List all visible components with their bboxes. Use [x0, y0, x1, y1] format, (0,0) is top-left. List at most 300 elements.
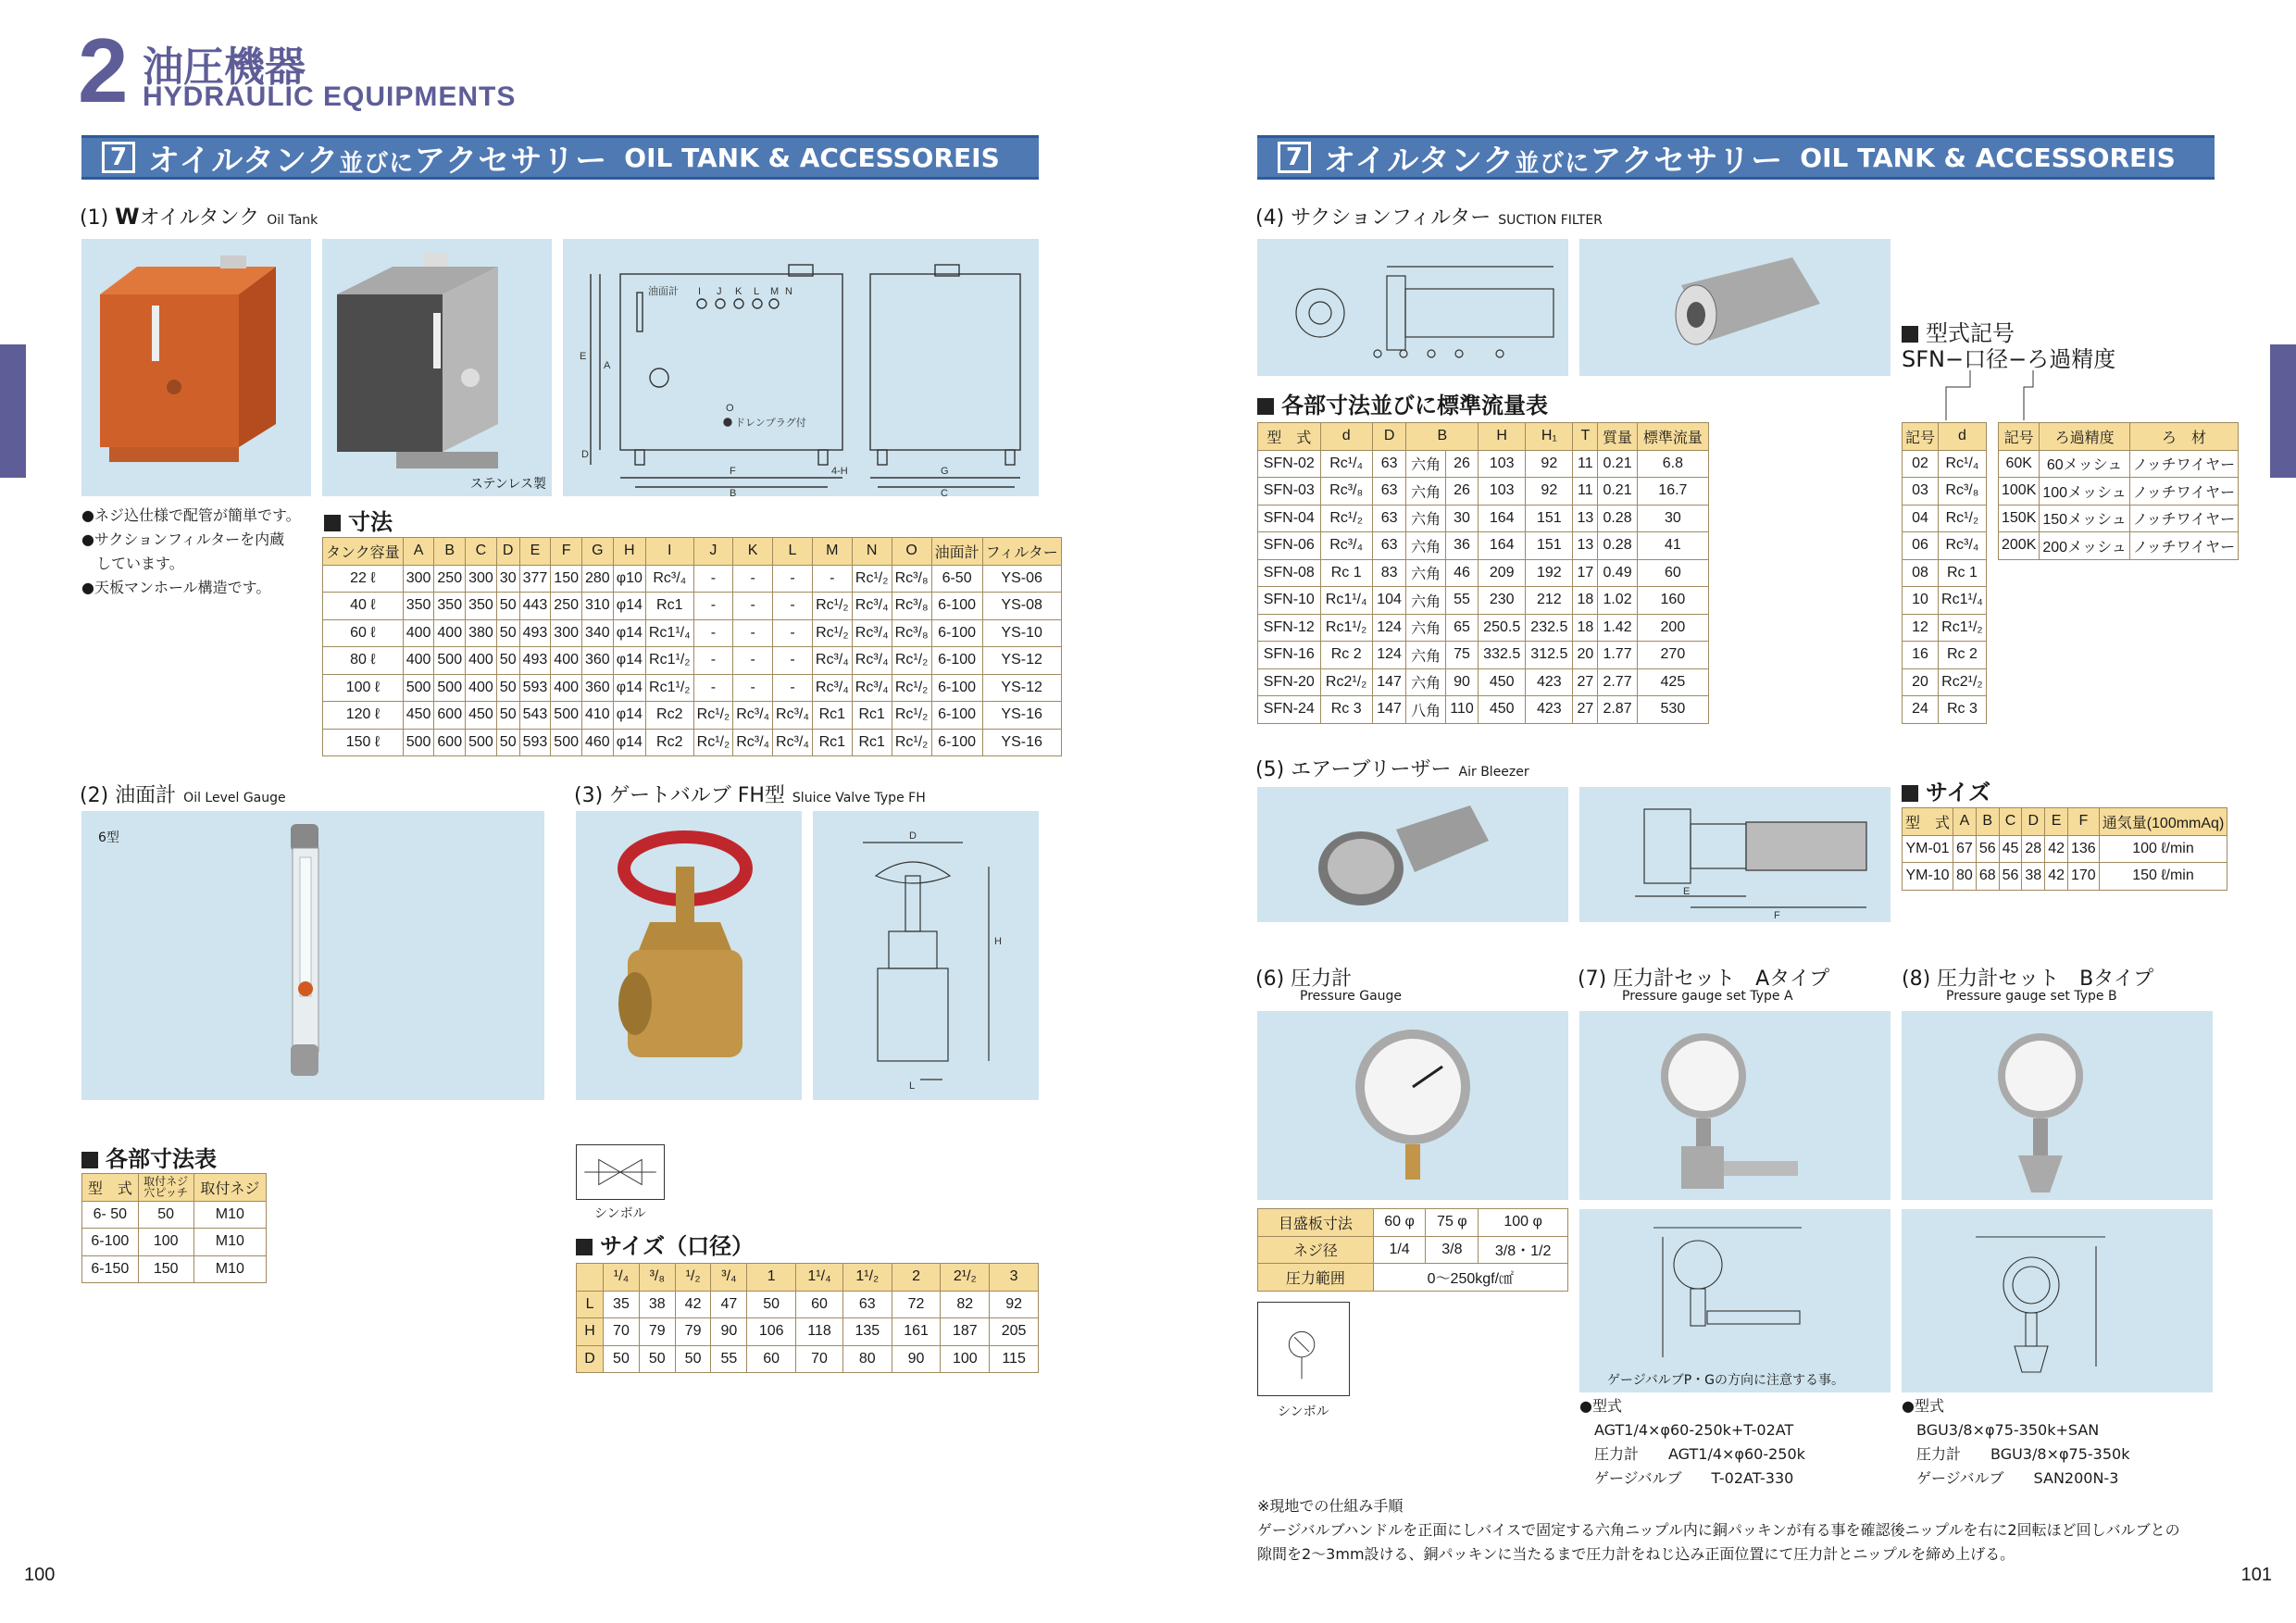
label-i: I — [698, 286, 702, 297]
table-cell: SFN-20 — [1258, 668, 1321, 696]
table-cell: - — [693, 647, 733, 675]
table-cell: 50 — [747, 1291, 796, 1318]
table-cell: YS-12 — [982, 647, 1061, 675]
table-cell: 13 — [1573, 505, 1598, 532]
table-cell: 500 — [403, 729, 434, 756]
table-cell: 151 — [1526, 505, 1573, 532]
table-header-cell: E — [2045, 808, 2068, 836]
table-header-cell: タンク容量 — [323, 538, 404, 566]
table-cell: Rc¹/₂ — [892, 702, 931, 730]
table-cell: Rc³/₄ — [852, 647, 892, 675]
suction-filter-photo — [1579, 239, 1890, 376]
suction-filter-mesh-table — [1998, 422, 2239, 560]
table-cell: SFN-02 — [1258, 450, 1321, 478]
table-cell: 450 — [1479, 696, 1526, 724]
table-cell: 147 — [1372, 696, 1406, 724]
table-cell: 600 — [434, 729, 466, 756]
table-header-cell: C — [466, 538, 497, 566]
table-cell: YS-16 — [982, 729, 1061, 756]
table-row — [323, 647, 1062, 675]
label-c: C — [941, 488, 948, 496]
table-row — [1258, 696, 1709, 724]
table-cell: 332.5 — [1479, 642, 1526, 669]
table-cell: 212 — [1526, 587, 1573, 615]
col-material: ろ 材 — [2129, 423, 2238, 451]
section-oil-tank-title: (1) Wオイルタンク Oil Tank — [80, 204, 318, 230]
table-cell: 360 — [582, 674, 614, 702]
table-cell: 50 — [496, 674, 519, 702]
table-row — [1903, 532, 1987, 560]
table-cell: - — [773, 619, 813, 647]
table-row — [1258, 642, 1709, 669]
table-row — [1258, 532, 1709, 560]
table-cell: 232.5 — [1526, 614, 1573, 642]
table-cell: 150 ℓ/min — [2099, 863, 2227, 891]
table-cell: 六角 — [1406, 505, 1445, 532]
table-cell: 100 — [941, 1345, 990, 1373]
table-row — [82, 1201, 267, 1229]
table-row — [1258, 559, 1709, 587]
table-cell: 60 — [796, 1291, 843, 1318]
table-cell: 42 — [675, 1291, 711, 1318]
col-symbol: 記号 — [1903, 423, 1939, 451]
table-cell: ノッチワイヤー — [2129, 505, 2238, 532]
table-cell: 1.42 — [1598, 614, 1637, 642]
label-j: J — [717, 286, 722, 297]
table-cell: 70 — [796, 1345, 843, 1373]
model-code-brackets — [1944, 368, 2129, 424]
table-cell: 593 — [519, 674, 551, 702]
table-cell: Rc1¹/₂ — [1320, 614, 1372, 642]
table-cell: 425 — [1637, 668, 1708, 696]
label-a: A — [604, 360, 611, 371]
table-cell: 6-100 — [82, 1229, 139, 1256]
table-cell: 30 — [496, 565, 519, 593]
table-row — [1903, 505, 1987, 532]
table-header-cell: F — [2068, 808, 2100, 836]
pressure-gauge-photo — [1257, 1011, 1568, 1200]
table-cell: 450 — [466, 702, 497, 730]
table-cell: 80 ℓ — [323, 647, 404, 675]
table-row — [1999, 532, 2239, 560]
table-cell: 65 — [1445, 614, 1478, 642]
table-header-cell: 標準流量 — [1637, 423, 1708, 451]
table-cell: ノッチワイヤー — [2129, 450, 2238, 478]
table-cell: Rc1 — [852, 702, 892, 730]
table-header-cell: ³/₄ — [711, 1264, 747, 1292]
table-cell: φ14 — [613, 647, 645, 675]
table-cell: 0.28 — [1598, 532, 1637, 560]
table-cell: 150 — [551, 565, 582, 593]
table-cell: 6-150 — [82, 1255, 139, 1283]
table-cell: 230 — [1479, 587, 1526, 615]
table-cell: 79 — [639, 1318, 675, 1346]
pressure-gauge-table — [1257, 1208, 1568, 1292]
table-cell: 22 ℓ — [323, 565, 404, 593]
table-cell: - — [693, 619, 733, 647]
table-cell: - — [733, 593, 773, 620]
table-cell: - — [693, 674, 733, 702]
table-cell: 36 — [1445, 532, 1478, 560]
table-cell: 400 — [551, 647, 582, 675]
table-header-cell: C — [1999, 808, 2022, 836]
gauge-set-a-model: ●型式 AGT1/4×φ60-250k+T-02AT 圧力計 AGT1/4×φ60-250k ゲージバルブ T-02AT-330 — [1579, 1397, 1805, 1487]
air-bleezer-size-table — [1902, 807, 2227, 891]
table-cell: Rc1 — [812, 702, 852, 730]
table-cell: 63 — [1372, 450, 1406, 478]
table-cell: 270 — [1637, 642, 1708, 669]
table-cell: 136 — [2068, 835, 2100, 863]
table-cell: Rc¹/₄ — [1320, 450, 1372, 478]
table-cell: Rc³/₄ — [1939, 532, 1987, 560]
table-row — [1999, 478, 2239, 506]
table-header-cell: B — [1976, 808, 1999, 836]
table-cell: 83 — [1372, 559, 1406, 587]
table-cell: 400 — [551, 674, 582, 702]
table-header-cell: L — [773, 538, 813, 566]
table-header-cell — [577, 1264, 604, 1292]
oil-level-gauge-dims-title: 各部寸法表 — [81, 1141, 217, 1173]
table-row — [82, 1255, 267, 1283]
table-cell: YS-08 — [982, 593, 1061, 620]
w-logo: W — [115, 204, 140, 230]
table-header-cell: E — [519, 538, 551, 566]
table-cell: ノッチワイヤー — [2129, 478, 2238, 506]
cell: 3/8 — [1426, 1236, 1479, 1264]
table-cell: 500 — [551, 729, 582, 756]
table-cell: 500 — [551, 702, 582, 730]
table-cell: 六角 — [1406, 532, 1445, 560]
table-cell: 110 — [1445, 696, 1478, 724]
table-cell: 26 — [1445, 450, 1478, 478]
row-thread: ネジ径 — [1258, 1236, 1374, 1264]
label-oil-gauge: 油面計 — [648, 286, 679, 297]
table-cell: YM-01 — [1903, 835, 1953, 863]
page-number-right: 101 — [2240, 1565, 2272, 1585]
table-cell: YS-06 — [982, 565, 1061, 593]
table-cell: YS-10 — [982, 619, 1061, 647]
table-cell: Rc¹/₂ — [892, 729, 931, 756]
table-cell: 6- 50 — [82, 1201, 139, 1229]
table-cell: 100メッシュ — [2040, 478, 2129, 506]
table-cell: 192 — [1526, 559, 1573, 587]
table-cell: Rc³/₄ — [773, 729, 813, 756]
table-cell: 1.02 — [1598, 587, 1637, 615]
table-cell: Rc³/₄ — [812, 674, 852, 702]
table-cell: 50 — [639, 1345, 675, 1373]
table-cell: 0.49 — [1598, 559, 1637, 587]
table-cell: 56 — [1976, 835, 1999, 863]
cell: 60 φ — [1373, 1209, 1426, 1237]
gate-valve-photo — [576, 811, 802, 1100]
table-header-cell: 型 式 — [1258, 423, 1321, 451]
label-f: F — [730, 466, 736, 477]
table-cell: 60K — [1999, 450, 2040, 478]
table-header-cell: A — [403, 538, 434, 566]
table-cell: 13 — [1573, 532, 1598, 560]
table-cell: 50 — [496, 647, 519, 675]
table-cell: 16.7 — [1637, 478, 1708, 506]
gate-valve-symbol-box — [576, 1144, 665, 1200]
table-cell: 50 — [675, 1345, 711, 1373]
table-cell: SFN-03 — [1258, 478, 1321, 506]
table-cell: φ14 — [613, 619, 645, 647]
cell: 0〜250kgf/㎠ — [1373, 1264, 1567, 1292]
table-cell: 400 — [466, 674, 497, 702]
table-cell: 300 — [466, 565, 497, 593]
table-row — [1903, 642, 1987, 669]
section-air-bleezer-title: (5) エアーブリーザー Air Bleezer — [1255, 758, 1529, 781]
table-header-cell: N — [852, 538, 892, 566]
table-cell: 92 — [990, 1291, 1039, 1318]
table-row — [1999, 450, 2239, 478]
table-header-cell: 1¹/₄ — [796, 1264, 843, 1292]
col-pitch: 取付ネジ穴ピッチ — [138, 1174, 193, 1202]
label-g: G — [941, 466, 949, 477]
table-cell: Rc¹/₂ — [1939, 505, 1987, 532]
table-cell: 46 — [1445, 559, 1478, 587]
table-cell: 250.5 — [1479, 614, 1526, 642]
table-cell: 0.21 — [1598, 478, 1637, 506]
table-header-cell: ¹/₂ — [675, 1264, 711, 1292]
table-header-cell: 1¹/₂ — [842, 1264, 892, 1292]
table-cell: 103 — [1479, 478, 1526, 506]
table-cell: φ14 — [613, 593, 645, 620]
col-d: d — [1939, 423, 1987, 451]
table-row — [1999, 505, 2239, 532]
gauge-set-b-model: ●型式 BGU3/8×φ75-350k+SAN 圧力計 BGU3/8×φ75-350k ゲージバルブ SAN200N-3 — [1902, 1397, 2130, 1487]
table-header-cell: 油面計 — [931, 538, 982, 566]
table-cell: 400 — [466, 647, 497, 675]
table-cell: 150K — [1999, 505, 2040, 532]
table-header-cell: 型 式 — [1903, 808, 1953, 836]
table-cell: 340 — [582, 619, 614, 647]
col-model: 型 式 — [82, 1174, 139, 1202]
label-k: K — [735, 286, 742, 297]
row-dial-size: 目盛板寸法 — [1258, 1209, 1374, 1237]
table-cell: Rc1 — [645, 593, 693, 620]
table-cell: 24 — [1903, 696, 1939, 724]
pressure-gauge-symbol-label: シンボル — [1278, 1405, 1329, 1419]
table-cell: Rc³/₈ — [892, 565, 931, 593]
table-cell: 27 — [1573, 696, 1598, 724]
table-cell: 6.8 — [1637, 450, 1708, 478]
table-row — [323, 702, 1062, 730]
oil-tank-dims-table — [322, 537, 1062, 756]
table-cell: 18 — [1573, 614, 1598, 642]
table-cell: 380 — [466, 619, 497, 647]
table-cell: 63 — [1372, 505, 1406, 532]
table-cell: SFN-10 — [1258, 587, 1321, 615]
table-cell: 82 — [941, 1291, 990, 1318]
table-cell: Rc³/₄ — [733, 702, 773, 730]
table-cell: M10 — [193, 1201, 266, 1229]
table-cell: 27 — [1573, 668, 1598, 696]
table-cell: 72 — [892, 1291, 941, 1318]
table-header-cell: A — [1953, 808, 1977, 836]
table-cell: 45 — [1999, 835, 2022, 863]
table-cell: 90 — [1445, 668, 1478, 696]
table-cell: 90 — [892, 1345, 941, 1373]
air-bleezer-photo — [1257, 787, 1568, 922]
table-cell: Rc 3 — [1939, 696, 1987, 724]
table-cell: 17 — [1573, 559, 1598, 587]
table-cell: YS-12 — [982, 674, 1061, 702]
table-cell: Rc³/₄ — [852, 674, 892, 702]
table-cell: 377 — [519, 565, 551, 593]
table-cell: 63 — [842, 1291, 892, 1318]
table-cell: Rc¹/₂ — [812, 619, 852, 647]
table-header-cell: K — [733, 538, 773, 566]
table-row — [323, 729, 1062, 756]
table-cell: Rc³/₄ — [852, 593, 892, 620]
table-cell: Rc1 — [852, 729, 892, 756]
table-cell: Rc³/₄ — [733, 729, 773, 756]
table-header-cell: H — [1479, 423, 1526, 451]
table-cell: - — [773, 674, 813, 702]
table-cell: 六角 — [1406, 450, 1445, 478]
stainless-caption: ステンレス製 — [469, 477, 546, 492]
table-cell: 42 — [2045, 835, 2068, 863]
table-cell: 92 — [1526, 450, 1573, 478]
table-cell: Rc1¹/₂ — [645, 674, 693, 702]
table-cell: 50 — [496, 593, 519, 620]
label-f: F — [1774, 910, 1780, 921]
gauge-set-a-note: ゲージバルブP・Gの方向に注意する事。 — [1607, 1373, 1845, 1388]
table-cell: D — [577, 1345, 604, 1373]
table-header-cell: ¹/₄ — [604, 1264, 640, 1292]
table-cell: 104 — [1372, 587, 1406, 615]
table-cell: 160 — [1637, 587, 1708, 615]
label-4h: 4-H — [831, 466, 848, 477]
band-title-jp: オイルタンク並びにアクセサリー — [1324, 142, 1784, 180]
table-cell: 250 — [551, 593, 582, 620]
table-header-cell: 1 — [747, 1264, 796, 1292]
table-row — [1258, 668, 1709, 696]
table-cell: L — [577, 1291, 604, 1318]
table-cell: Rc1¹/₄ — [645, 619, 693, 647]
table-header-cell: H — [613, 538, 645, 566]
table-cell: 150 ℓ — [323, 729, 404, 756]
table-cell: 30 — [1445, 505, 1478, 532]
table-cell: 200K — [1999, 532, 2040, 560]
table-cell: YM-10 — [1903, 863, 1953, 891]
table-cell: Rc 1 — [1939, 559, 1987, 587]
table-cell: 04 — [1903, 505, 1939, 532]
table-cell: 350 — [466, 593, 497, 620]
col-thread: 取付ネジ — [193, 1174, 266, 1202]
table-cell: 11 — [1573, 450, 1598, 478]
table-cell: 400 — [403, 619, 434, 647]
chapter-number: 2 — [78, 19, 129, 121]
table-cell: Rc³/₈ — [1939, 478, 1987, 506]
table-cell: 40 ℓ — [323, 593, 404, 620]
table-cell: 60 — [747, 1345, 796, 1373]
table-cell: 41 — [1637, 532, 1708, 560]
table-cell: 26 — [1445, 478, 1478, 506]
suction-filter-drawing — [1257, 239, 1568, 376]
label-drain: ドレンプラグ付 — [735, 418, 806, 429]
table-cell: 6-100 — [931, 619, 982, 647]
table-header-cell: T — [1573, 423, 1598, 451]
table-cell: Rc³/₄ — [812, 647, 852, 675]
table-cell: 100 ℓ/min — [2099, 835, 2227, 863]
gauge-set-a-drawing — [1579, 1209, 1890, 1392]
table-cell: 67 — [1953, 835, 1977, 863]
section-gauge-set-a-title: (7) 圧力計セット Aタイプ — [1578, 968, 1830, 991]
table-cell: 六角 — [1406, 587, 1445, 615]
table-cell: 400 — [403, 647, 434, 675]
gauge-set-b-drawing — [1902, 1209, 2213, 1392]
table-header-cell: 2¹/₂ — [941, 1264, 990, 1292]
table-cell: 六角 — [1406, 478, 1445, 506]
oil-level-gauge-photo — [81, 811, 544, 1100]
table-cell: 100K — [1999, 478, 2040, 506]
table-cell: Rc1 — [812, 729, 852, 756]
table-cell: 30 — [1637, 505, 1708, 532]
table-header-cell: D — [1372, 423, 1406, 451]
table-cell: 42 — [2045, 863, 2068, 891]
band-number: 7 — [1278, 142, 1311, 173]
table-cell: 55 — [711, 1345, 747, 1373]
label-o: O — [726, 403, 734, 414]
table-cell: 1.77 — [1598, 642, 1637, 669]
table-row — [323, 565, 1062, 593]
page-number-left: 100 — [24, 1565, 56, 1585]
table-cell: 50 — [604, 1345, 640, 1373]
gate-valve-size-table — [576, 1263, 1039, 1373]
table-header-cell: O — [892, 538, 931, 566]
table-row — [1258, 450, 1709, 478]
label-l: L — [754, 286, 760, 297]
table-cell: Rc 3 — [1320, 696, 1372, 724]
table-cell: 08 — [1903, 559, 1939, 587]
table-cell: SFN-12 — [1258, 614, 1321, 642]
table-cell: Rc1¹/₂ — [645, 647, 693, 675]
table-cell: Rc³/₈ — [892, 593, 931, 620]
table-cell: 50 — [496, 702, 519, 730]
model-code: SFN−口径−ろ過精度 — [1902, 346, 2116, 372]
section-gauge-set-b-title: (8) 圧力計セット Bタイプ — [1902, 968, 2154, 991]
table-row — [1258, 587, 1709, 615]
table-cell: 530 — [1637, 696, 1708, 724]
table-cell: 443 — [519, 593, 551, 620]
table-cell: 六角 — [1406, 614, 1445, 642]
table-cell: 205 — [990, 1318, 1039, 1346]
table-cell: 0.21 — [1598, 450, 1637, 478]
table-header-cell: B — [434, 538, 466, 566]
table-cell: 80 — [842, 1345, 892, 1373]
table-cell: 450 — [1479, 668, 1526, 696]
gauge-set-a-en: Pressure gauge set Type A — [1622, 989, 1793, 1004]
table-cell: Rc2 — [645, 729, 693, 756]
table-cell: 75 — [1445, 642, 1478, 669]
table-cell: 350 — [434, 593, 466, 620]
table-cell: 164 — [1479, 532, 1526, 560]
table-header-cell: H₁ — [1526, 423, 1573, 451]
chapter-title-jp: 油圧機器 — [143, 44, 306, 91]
section-suction-filter-title: (4) サクションフィルター SUCTION FILTER — [1255, 206, 1603, 230]
label-d: D — [581, 449, 589, 460]
table-cell: 47 — [711, 1291, 747, 1318]
table-row — [323, 674, 1062, 702]
table-header-cell: D — [2022, 808, 2045, 836]
table-cell: Rc¹/₂ — [852, 565, 892, 593]
band-title-jp: オイルタンク並びにアクセサリー — [148, 142, 608, 180]
table-cell: 2.77 — [1598, 668, 1637, 696]
label-d: D — [909, 830, 917, 842]
table-cell: SFN-06 — [1258, 532, 1321, 560]
